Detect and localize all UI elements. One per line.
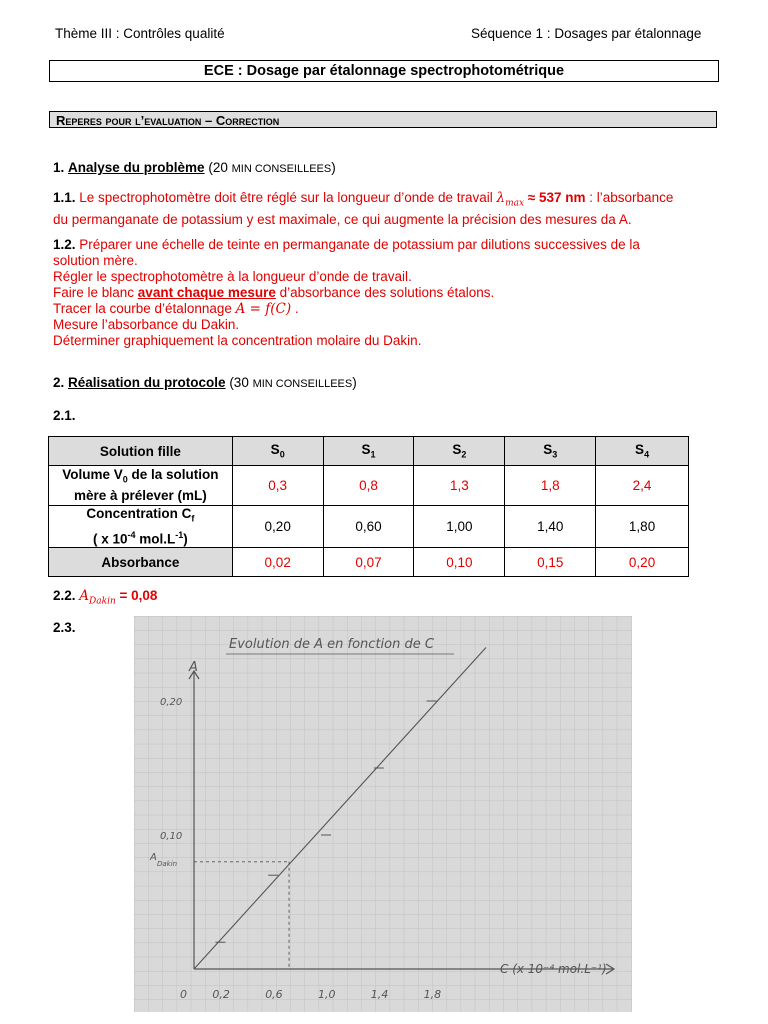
section-1-title: Analyse du problème — [68, 160, 205, 175]
concentration-cell: 1,40 — [505, 506, 596, 548]
volume-cell: 2,4 — [596, 466, 689, 506]
evaluation-banner — [49, 111, 717, 128]
section-2-title: Réalisation du protocole — [68, 375, 226, 390]
volume-cell: 0,3 — [232, 466, 323, 506]
section-1-time-text: MIN CONSEILLEES — [231, 163, 332, 175]
q11-number: 1.1. — [53, 190, 76, 205]
section-2-time-open: (30 — [225, 375, 253, 390]
q12-line-4-math: A = f(C) — [235, 301, 292, 317]
absorbance-label: Absorbance — [49, 548, 233, 577]
q21-number: 2.1. — [53, 408, 76, 423]
question-1-1 — [53, 190, 715, 228]
x-tick-label: 1,4 — [370, 988, 389, 1001]
table-header-row — [49, 437, 689, 466]
q12-line-4a: Tracer la courbe d’étalonnage — [53, 301, 236, 316]
x-axis-label: C (x 10⁻⁴ mol.L⁻¹) — [500, 962, 607, 976]
q12-line-6: Déterminer graphiquement la concentration molaire du Dakin. — [53, 333, 422, 348]
section-1-time-open: (20 — [204, 160, 232, 175]
section-2-time-close: ) — [352, 375, 357, 390]
table-header-cell: $S_4$ — [596, 437, 689, 466]
dakin-label: A — [150, 851, 157, 863]
concentration-cell: 1,00 — [414, 506, 505, 548]
table-row-volume — [49, 466, 689, 506]
q12-line-1b: solution mère. — [53, 253, 138, 268]
question-2-2 — [53, 588, 157, 610]
q11-lambda-sub: max — [505, 198, 525, 209]
table-row-concentration — [49, 506, 689, 548]
concentration-cell: 0,20 — [232, 506, 323, 548]
header-sequence: Séquence 1 : Dosages par étalonnage — [471, 26, 702, 41]
table-row-absorbance — [49, 548, 689, 577]
absorbance-cell: 0,07 — [323, 548, 414, 577]
volume-cell: 1,8 — [505, 466, 596, 506]
y-tick-label: 0,10 — [160, 831, 183, 842]
q12-line-4b: . — [291, 301, 299, 316]
absorbance-cell: 0,10 — [414, 548, 505, 577]
section-1-heading — [53, 160, 336, 177]
y-axis-label: A — [189, 660, 198, 675]
volume-cell: 0,8 — [323, 466, 414, 506]
q11-lambda: λ — [496, 190, 506, 206]
section-2-time-text: MIN CONSEILLEES — [252, 378, 353, 390]
volume-cell: 1,3 — [414, 466, 505, 506]
x-tick-label: 1,0 — [318, 988, 336, 1001]
dakin-label-sub: Dakin — [157, 859, 178, 868]
y-tick-label: 0,20 — [160, 697, 183, 708]
volume-label: Volume $V_0$ de la solution mère à prélever (mL) — [49, 466, 233, 506]
q12-line-3b: avant chaque mesure — [137, 285, 276, 300]
concentration-cell: 0,60 — [323, 506, 414, 548]
q22-math: A — [79, 588, 90, 604]
table-header-cell: $S_0$ — [232, 437, 323, 466]
q22-number: 2.2. — [53, 588, 76, 603]
evaluation-banner-text: Reperes pour l’evaluation – Correction — [56, 113, 280, 128]
document-title: ECE : Dosage par étalonnage spectrophotométrique — [49, 60, 719, 82]
q11-line-2: du permanganate de potassium y est maximale, ce qui augmente la précision des mesures da A. — [53, 211, 632, 227]
absorbance-cell: 0,15 — [505, 548, 596, 577]
question-1-2 — [53, 237, 715, 349]
absorbance-cell: 0,02 — [232, 548, 323, 577]
q11-text-b: : l’absorbance — [585, 190, 674, 205]
header-theme: Thème III : Contrôles qualité — [55, 26, 225, 41]
q12-line-1: Préparer une échelle de teinte en permanganate de potassium par dilutions successives de la — [75, 237, 640, 252]
dilution-table — [48, 436, 689, 577]
table-header-cell: $S_2$ — [414, 437, 505, 466]
q22-sub: Dakin — [89, 596, 116, 607]
chart-title: Evolution de A en fonction de C — [229, 637, 434, 652]
q12-line-3c: d’absorbance des solutions étalons. — [275, 285, 495, 300]
q12-line-2: Régler le spectrophotomètre à la longueur d’onde de travail. — [53, 269, 412, 284]
absorbance-cell: 0,20 — [596, 548, 689, 577]
q12-number: 1.2. — [53, 237, 76, 252]
q12-line-3a: Faire le blanc — [53, 285, 138, 300]
table-header-cell: $S_3$ — [505, 437, 596, 466]
concentration-label: Concentration $C_f$ ( x $10^{-4}$ $mol.L^{-1}$) — [49, 506, 233, 548]
table-header-cell: $S_1$ — [323, 437, 414, 466]
x-tick-label: 0 — [180, 988, 187, 1001]
q12-line-5: Mesure l’absorbance du Dakin. — [53, 317, 240, 332]
q11-text-a: Le spectrophotomètre doit être réglé sur la longueur d’onde de travail — [75, 190, 497, 205]
x-tick-label: 1,8 — [423, 988, 442, 1001]
section-2-number: 2. — [53, 375, 65, 390]
x-tick-label: 0,2 — [212, 988, 230, 1001]
section-1-time-close: ) — [331, 160, 336, 175]
section-2-heading — [53, 375, 357, 392]
section-1-number: 1. — [53, 160, 65, 175]
concentration-cell: 1,80 — [596, 506, 689, 548]
x-tick-label: 0,6 — [265, 988, 283, 1001]
table-header-cell: Solution fille — [49, 437, 233, 466]
q11-approx: ≈ 537 nm — [524, 190, 586, 205]
calibration-graph — [134, 616, 632, 1012]
q23-number: 2.3. — [53, 620, 76, 635]
q22-value: = 0,08 — [115, 588, 158, 603]
